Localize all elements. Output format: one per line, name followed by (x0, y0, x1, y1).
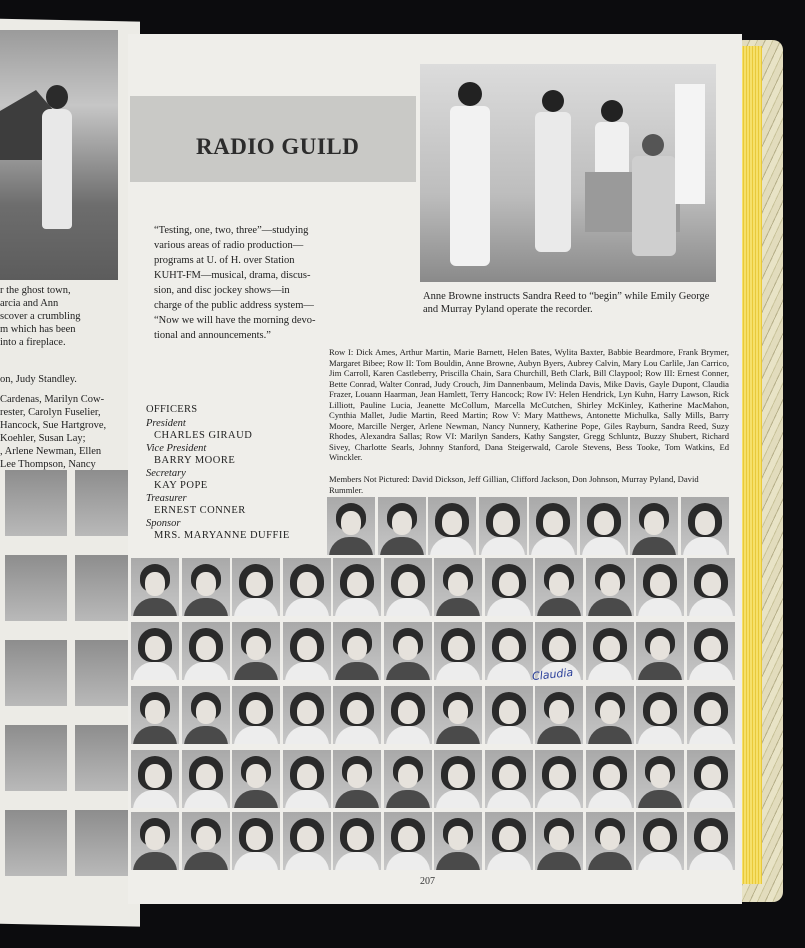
portrait (5, 555, 67, 621)
member-portrait (586, 686, 634, 744)
handwritten-signature: Claudia (531, 665, 574, 684)
officer-role: Treasurer (146, 493, 187, 504)
member-portrait (182, 622, 230, 680)
member-portrait (687, 622, 735, 680)
member-portrait (630, 497, 678, 555)
radio-guild-photo (420, 64, 716, 282)
member-portrait (384, 622, 432, 680)
member-portrait (687, 750, 735, 808)
member-portrait (636, 558, 684, 616)
club-description: “Testing, one, two, three”—studying various areas of radio production— programs at U. of H. over Station KUHT-FM—musical, drama, discus- sion, and disc jockey shows—in charge of the public address system— “Now we will have the morning devo- tional and announcements.” (154, 225, 316, 341)
member-portrait (529, 497, 577, 555)
member-portrait (131, 622, 179, 680)
member-portrait (479, 497, 527, 555)
member-portrait (636, 750, 684, 808)
member-portrait (327, 497, 375, 555)
member-portrait (131, 812, 179, 870)
members-not-pictured: Members Not Pictured: David Dickson, Jeff Gillian, Clifford Jackson, Don Johnson, Murray Pyland, David Rummler. (329, 474, 699, 495)
portrait (5, 470, 67, 536)
member-portrait (182, 686, 230, 744)
member-portrait (131, 558, 179, 616)
member-portrait (434, 558, 482, 616)
member-portrait (687, 812, 735, 870)
officer-name: CHARLES GIRAUD (154, 430, 253, 441)
left-names-text: Cardenas, Marilyn Cow- rester, Carolyn Fuselier, Hancock, Sue Hartgrove, Koehler, Susan Lay; , Arlene Newman, Ellen Lee Thompson, Nancy (0, 394, 107, 470)
member-portrait (636, 812, 684, 870)
member-portrait (232, 558, 280, 616)
member-portrait (182, 558, 230, 616)
member-portrait (586, 622, 634, 680)
member-portrait (232, 686, 280, 744)
member-portrait (485, 750, 533, 808)
member-portrait (384, 812, 432, 870)
member-portrait (283, 750, 331, 808)
officer-name: KAY POPE (154, 480, 208, 491)
page-title: RADIO GUILD (196, 134, 360, 159)
member-portrait (283, 622, 331, 680)
member-portrait (232, 622, 280, 680)
member-portrait (636, 622, 684, 680)
officer-role: Vice President (146, 443, 207, 454)
title-banner (130, 96, 416, 182)
member-portrait (283, 686, 331, 744)
member-portrait (636, 686, 684, 744)
member-portrait (434, 622, 482, 680)
officers-heading: OFFICERS (146, 404, 198, 415)
member-portrait (485, 686, 533, 744)
left-caption-line: on, Judy Standley. (0, 374, 77, 385)
officer-role: Secretary (146, 468, 186, 479)
member-portrait (283, 558, 331, 616)
member-portrait (434, 812, 482, 870)
officer-role: Sponsor (146, 518, 181, 529)
member-portrait (384, 686, 432, 744)
member-portrait (131, 750, 179, 808)
member-portrait (434, 750, 482, 808)
member-portrait (687, 686, 735, 744)
member-portrait (333, 558, 381, 616)
member-portrait (535, 686, 583, 744)
member-portrait (384, 558, 432, 616)
member-portrait (535, 750, 583, 808)
portrait (5, 640, 67, 706)
member-rows-list: Row I: Dick Ames, Arthur Martin, Marie Barnett, Helen Bates, Wylita Baxter, Babbie Beardmore, Frank Brymer, Margaret Bibee; Row II: Tom Bouldin, Anne Browne, Aubyn Byers, Aubrey Calvin, Mary Lou Carlile, Jan Carrico, Jim Carroll, Karen Castleberry, Priscilla Chain, Sara Churchill, Beth Clark, Bill Claypool; Row III: Ernest Conner, Bette Conrad, Walter Conrad, Judy Crouch, Jim Dannenbaum, Melinda Davis, Mike Davis, Gayle Dupont, Claudia Frazer, Louann Haarman, Jean Hamlett, Terry Hancock; Row IV: Helen Hendrick, Lyn Kuhn, Harry Lawson, Rick Lilliott, Pauline Lucia, Jeanette McCollum, Marcella McCutchen, Shirley McKinley, Katherine MacMahon, Cynthia Mallet, Judie Martin, Reed Martin; Row V: Mary Matthews, Antonette Michulka, Sally Mills, Barry Moore, Marcille Nerger, Arlene Newman, Nancy Nunnery, Katherine Pope, Giles Rayburn, Sandra Reed, Suzy Rhodes, Alexandra Sallas; Row VI: Marilyn Sanders, Kathy Sangster, Gregg Schluntz, Buzzy Shubert, Richard Sivey, Charlotte Searls, Johnny Stanford, Dana Steigerwald, Carole Stevens, Bess Tooke, Tom Watkins, Ed Winckler. (329, 347, 729, 462)
member-portrait (131, 686, 179, 744)
member-portrait (283, 812, 331, 870)
page-number: 207 (420, 876, 435, 887)
member-portrait (384, 750, 432, 808)
member-portrait (586, 812, 634, 870)
member-portrait (428, 497, 476, 555)
officer-name: BARRY MOORE (154, 455, 236, 466)
member-portrait (580, 497, 628, 555)
member-portrait (434, 686, 482, 744)
member-portrait (333, 686, 381, 744)
member-portrait (232, 750, 280, 808)
member-portrait (485, 558, 533, 616)
officer-role: President (146, 418, 186, 429)
member-portrait (687, 558, 735, 616)
member-portrait (333, 750, 381, 808)
portrait (5, 725, 67, 791)
left-page-photo (0, 30, 118, 280)
member-portrait (586, 558, 634, 616)
officers-list (146, 404, 326, 543)
member-portrait (681, 497, 729, 555)
photo-caption: Anne Browne instructs Sandra Reed to “begin” while Emily George and Murray Pyland operate the recorder. (423, 291, 710, 315)
member-portrait (535, 812, 583, 870)
member-portrait (485, 622, 533, 680)
member-portrait (232, 812, 280, 870)
officer-name: MRS. MARYANNE DUFFIE (154, 530, 290, 541)
member-portrait (333, 622, 381, 680)
member-portrait (378, 497, 426, 555)
left-caption-text: r the ghost town, arcia and Ann scover a crumbling m which has been into a fireplace. (0, 285, 81, 348)
officer-name: ERNEST CONNER (154, 505, 246, 516)
member-portrait (333, 812, 381, 870)
member-portrait (182, 812, 230, 870)
member-portrait (182, 750, 230, 808)
member-portrait (485, 812, 533, 870)
portrait (5, 810, 67, 876)
member-portrait (535, 558, 583, 616)
member-portrait (586, 750, 634, 808)
